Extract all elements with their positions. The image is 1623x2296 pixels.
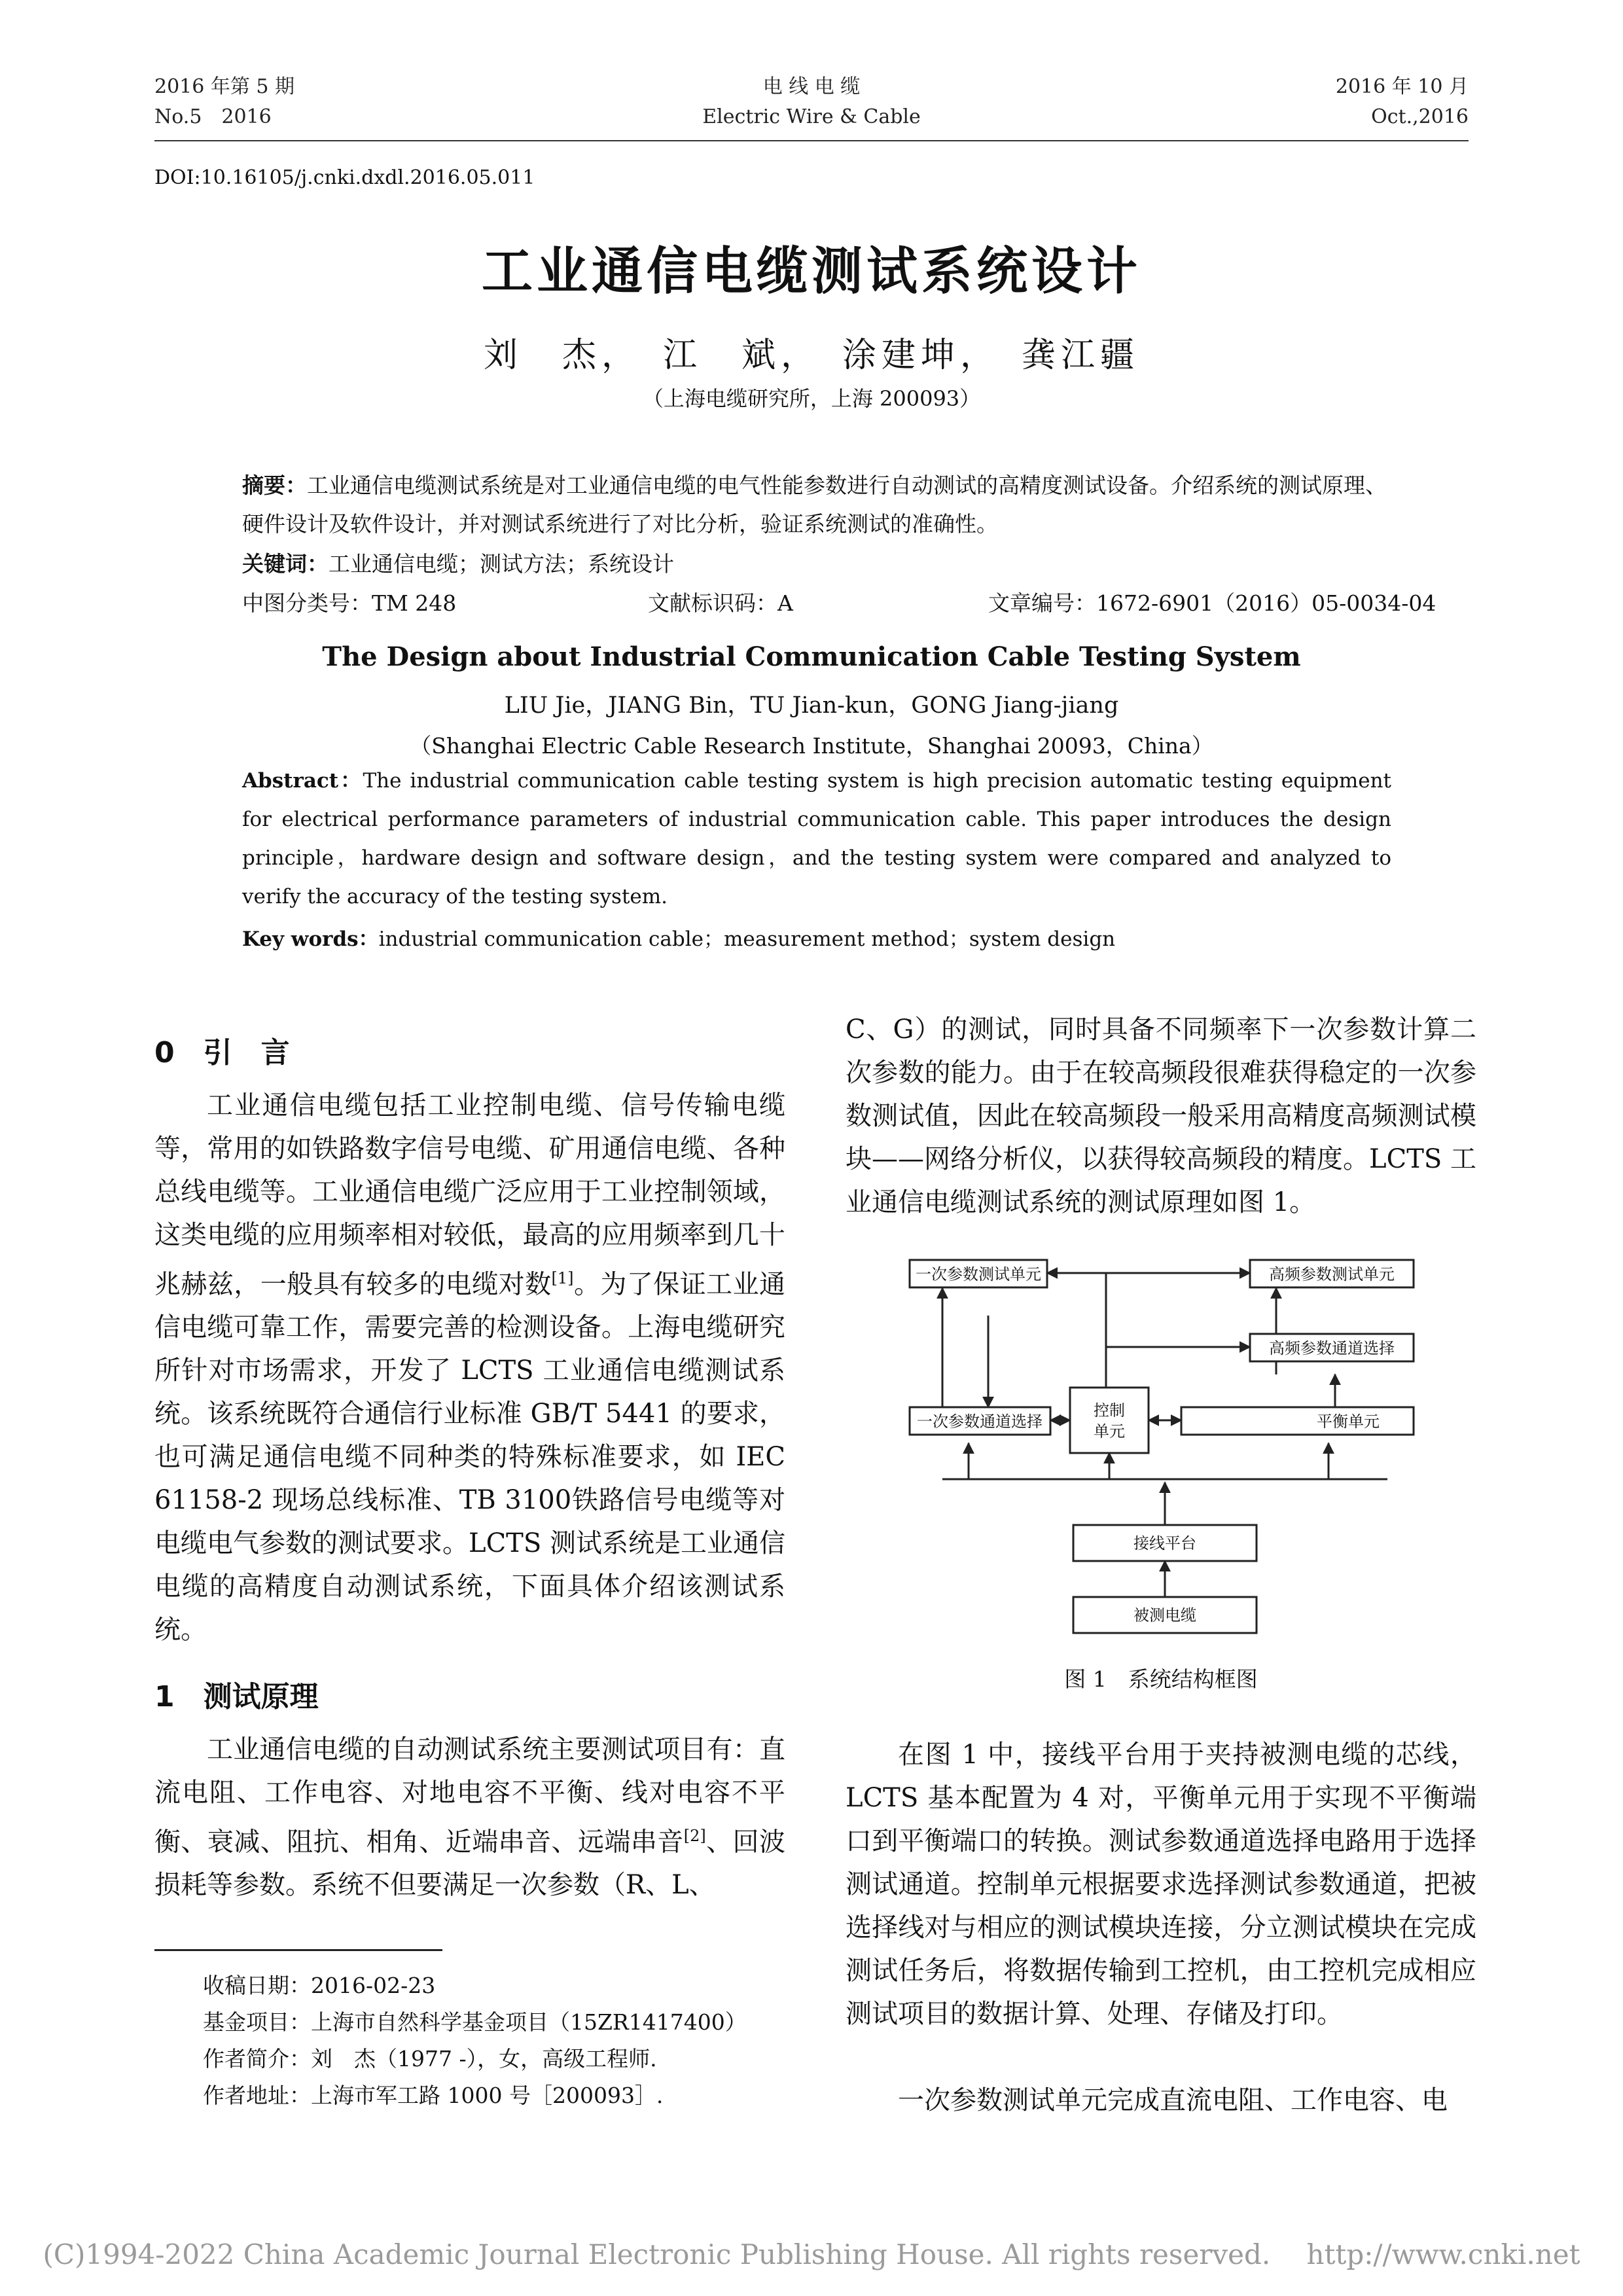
box-control <box>1070 1388 1149 1453</box>
footnote-address: 作者地址：上海市军工路 1000 号［200093］. <box>203 2083 664 2108</box>
section-0-paragraph <box>154 1084 785 1651</box>
reference-1[interactable]: [1] <box>551 1269 574 1287</box>
keywords-cn-text: 工业通信电缆；测试方法；系统设计 <box>329 551 674 577</box>
label-primary-channel: 一次参数通道选择 <box>917 1412 1043 1431</box>
reference-2[interactable]: [2] <box>683 1827 706 1845</box>
keywords-cn <box>242 545 1391 583</box>
right-column-paragraph-3: 一次参数测试单元完成直流电阻、工作电容、电 <box>898 2085 1448 2115</box>
section-1-heading: 1 测试原理 <box>154 1680 319 1713</box>
label-hf-test: 高频参数测试单元 <box>1269 1265 1395 1283</box>
label-control-1: 控制 <box>1094 1401 1125 1420</box>
keywords-en <box>242 920 1391 959</box>
section-0-text-b: 。为了保证工业通信电缆可靠工作，需要完善的检测设备。上海电缆研究所针对市场需求，开发了 LCTS 工业通信电缆测试系统。该系统既符合通信行业标准 GB/T 5441 的要求，也可满足通信电缆不同种类的特殊标准要求，如 IEC 61158-2 现场总线标准、TB 3100铁路信号电缆等对电缆电气参数的测试要求。LCTS 测试系统是工业通信电缆的高精度自动测试系统，下面具体介绍该测试系统。 <box>154 1269 786 1645</box>
right-column-paragraph-2: 在图 1 中，接线平台用于夹持被测电缆的芯线，LCTS 基本配置为 4 对，平衡单元用于实现不平衡端口到平衡端口的转换。测试参数通道选择电路用于选择测试通道。控制单元根据要求选择测试参数通道，把被选择线对与相应的测试模块连接，分立测试模块在完成测试任务后，将数据传输到工控机，由工控机完成相应测试项目的数据计算、处理、存储及打印。 <box>846 1740 1476 2029</box>
english-affiliation: （Shanghai Electric Cable Research Institute，Shanghai 20093，China） <box>410 733 1213 759</box>
abstract-en-label: Abstract： <box>242 769 363 793</box>
keywords-cn-label: 关键词： <box>242 551 329 577</box>
section-1-text-a: 工业通信电缆的自动测试系统主要测试项目有：直流电阻、工作电容、对地电容不平衡、线对电容不平衡、衰减、阻抗、相角、近端串音、远端串音 <box>154 1734 785 1857</box>
issue-en: No.5 2016 <box>154 105 272 128</box>
keywords-en-label: Key words： <box>242 927 379 951</box>
clc-number: 中图分类号：TM 248 <box>242 590 457 616</box>
footnote-author-bio: 作者简介：刘 杰（1977 -），女，高级工程师. <box>203 2046 657 2072</box>
abstract-cn-label: 摘要： <box>242 473 307 498</box>
doi[interactable]: DOI:10.16105/j.cnki.dxdl.2016.05.011 <box>154 166 535 189</box>
journal-date <box>1336 72 1469 132</box>
section-0-text-a: 工业通信电缆包括工业控制电缆、信号传输电缆等，常用的如铁路数字信号电缆、矿用通信电缆、各种总线电缆等。工业通信电缆广泛应用于工业控制领域，这类电缆的应用频率相对较低，最高的应用频率到几十兆赫兹，一般具有较多的电缆对数 <box>154 1090 785 1300</box>
footnote-fund: 基金项目：上海市自然科学基金项目（15ZR1417400） <box>203 2009 747 2035</box>
right-column-paragraph-1: C、G）的测试，同时具备不同频率下一次参数计算二次参数的能力。由于在较高频段很难获得稳定的一次参数测试值，因此在较高频段一般采用高精度高频测试模块——网络分析仪，以获得较高频段的精度。LCTS 工业通信电缆测试系统的测试原理如图 1。 <box>846 1014 1476 1217</box>
label-cable: 被测电缆 <box>1133 1606 1196 1624</box>
authors: 刘 杰， 江 斌， 涂建坤， 龚江疆 <box>483 336 1139 375</box>
footnotes <box>203 1967 792 2114</box>
header-rule <box>154 140 1469 141</box>
keywords-en-text: industrial communication cable；measurement method；system design <box>378 927 1116 951</box>
copyright-footer: (C)1994-2022 China Academic Journal Electronic Publishing House. All rights reserved. http://www.cnki.net <box>43 2238 1580 2270</box>
abstract-cn-text: 工业通信电缆测试系统是对工业通信电缆的电气性能参数进行自动测试的高精度测试设备。介绍系统的测试原理、硬件设计及软件设计，并对测试系统进行了对比分析，验证系统测试的准确性。 <box>242 473 1387 537</box>
journal-name-en: Electric Wire & Cable <box>702 105 921 128</box>
section-1-paragraph <box>154 1728 785 1907</box>
paper-title: 工业通信电缆测试系统设计 <box>481 242 1141 301</box>
system-block-diagram <box>903 1257 1427 1649</box>
label-balance: 平衡单元 <box>1317 1412 1380 1431</box>
article-number: 文章编号：1672-6901（2016）05-0034-04 <box>988 590 1436 616</box>
label-hf-channel: 高频参数通道选择 <box>1269 1339 1395 1357</box>
label-control-2: 单元 <box>1094 1422 1125 1441</box>
doc-code: 文献标识码：A <box>648 590 793 616</box>
figure-caption: 图 1 系统结构框图 <box>1064 1666 1258 1692</box>
abstract-en-text: The industrial communication cable testing system is high precision automatic testing equipment for electrical performance parameters of industrial communication cable. This paper introduces the design principle，hardware design and software design，and the testing system were compared and analyzed to verify the accuracy of the testing system. <box>242 769 1391 908</box>
date-en: Oct.,2016 <box>1371 105 1469 128</box>
section-0-heading: 0 引 言 <box>154 1036 290 1069</box>
label-platform: 接线平台 <box>1133 1534 1196 1552</box>
label-primary-test: 一次参数测试单元 <box>916 1265 1041 1283</box>
date-cn: 2016 年 10 月 <box>1335 75 1469 98</box>
issue-cn: 2016 年第 5 期 <box>154 75 295 98</box>
footnote-received: 收稿日期：2016-02-23 <box>203 1973 436 1998</box>
abstract-cn <box>242 466 1391 543</box>
journal-name-cn: 电 线 电 缆 <box>762 75 861 98</box>
english-authors: LIU Jie，JIANG Bin，TU Jian-kun，GONG Jiang-jiang <box>504 692 1119 719</box>
section-1-text-b: 、回波损耗等参数。系统不但要满足一次参数（R、L、 <box>154 1827 786 1901</box>
abstract-en <box>242 762 1391 916</box>
footnote-rule <box>154 1949 442 1951</box>
affiliation: （上海电缆研究所，上海 200093） <box>642 386 981 411</box>
english-title: The Design about Industrial Communication Cable Testing System <box>322 641 1301 672</box>
